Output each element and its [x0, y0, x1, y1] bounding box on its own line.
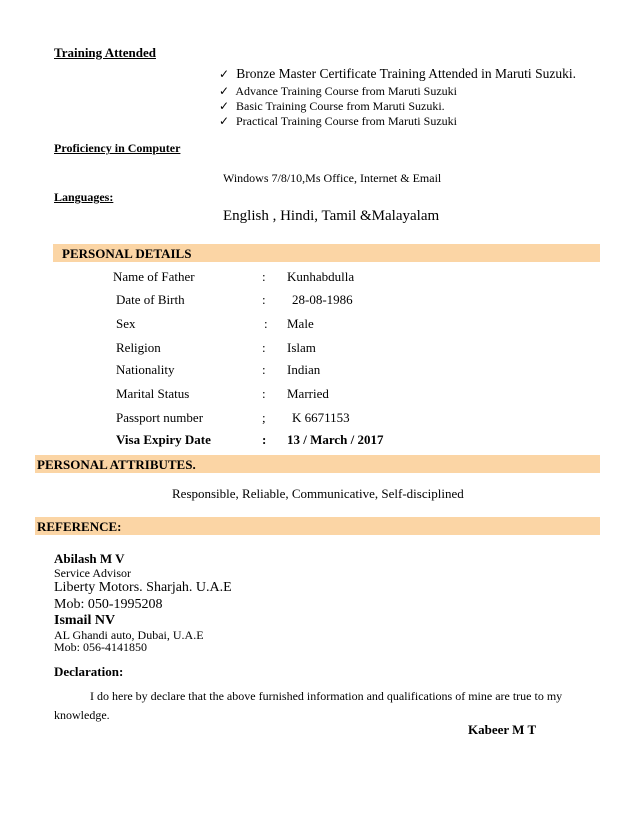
checkmark-icon: ✓ — [219, 114, 230, 128]
detail-sep: : — [262, 432, 267, 447]
training-item — [219, 99, 445, 114]
detail-sep: : — [262, 386, 266, 401]
detail-label: Religion — [116, 340, 161, 355]
computer-heading: Proficiency in Computer — [54, 141, 181, 155]
detail-sep: : — [262, 269, 266, 284]
reference-name: Ismail NV — [54, 613, 116, 628]
reference-mobile: Mob: 056-4141850 — [54, 640, 147, 654]
reference-mobile: Mob: 050-1995208 — [54, 597, 163, 612]
detail-value: K 6671153 — [292, 410, 350, 425]
checkmark-icon: ✓ — [219, 84, 230, 98]
detail-sep: : — [264, 316, 268, 331]
reference-heading: REFERENCE: — [37, 519, 122, 534]
signature-name: Kabeer M T — [468, 722, 537, 737]
detail-value: 13 / March / 2017 — [287, 432, 384, 447]
detail-value: Kunhabdulla — [287, 269, 355, 284]
detail-label: Visa Expiry Date — [116, 432, 211, 447]
training-item-text: Practical Training Course from Maruti Suzuki — [236, 114, 457, 128]
training-item — [219, 84, 457, 99]
detail-sep: : — [262, 362, 266, 377]
detail-label: Name of Father — [113, 269, 195, 284]
languages-text: English , Hindi, Tamil &Malayalam — [223, 208, 440, 224]
declaration-text: knowledge. — [54, 708, 110, 722]
detail-label: Nationality — [116, 362, 175, 377]
detail-value: 28-08-1986 — [292, 292, 353, 307]
detail-label: Marital Status — [116, 386, 190, 401]
training-item — [219, 114, 457, 129]
detail-value: Married — [287, 386, 329, 401]
detail-label: Date of Birth — [116, 292, 185, 307]
detail-sep: : — [262, 292, 266, 307]
detail-label: Sex — [116, 316, 136, 331]
detail-label: Passport number — [116, 410, 204, 425]
training-item-text: Advance Training Course from Maruti Suzuki — [235, 84, 457, 98]
detail-value: Male — [287, 316, 314, 331]
training-item-text: Basic Training Course from Maruti Suzuki. — [236, 99, 445, 113]
training-heading: Training Attended — [54, 45, 156, 60]
checkmark-icon: ✓ — [219, 67, 230, 81]
training-item-text: Bronze Master Certificate Training Attended in Maruti Suzuki. — [236, 66, 576, 81]
reference-title: Service Advisor — [54, 566, 131, 580]
detail-value: Islam — [287, 340, 316, 355]
training-item — [219, 66, 576, 82]
reference-company: Liberty Motors. Sharjah. U.A.E — [54, 580, 232, 595]
checkmark-icon: ✓ — [219, 99, 230, 113]
attributes-text: Responsible, Reliable, Communicative, Self-disciplined — [172, 486, 464, 501]
detail-sep: : — [262, 340, 266, 355]
reference-company: AL Ghandi auto, Dubai, U.A.E — [54, 628, 204, 642]
personal-details-heading: PERSONAL DETAILS — [62, 246, 192, 261]
detail-value: Indian — [287, 362, 321, 377]
languages-heading: Languages: — [54, 190, 114, 204]
declaration-heading: Declaration: — [54, 664, 124, 679]
declaration-text: I do here by declare that the above furnished information and qualifications of mine are true to my — [90, 689, 563, 703]
attributes-heading: PERSONAL ATTRIBUTES. — [37, 457, 196, 472]
reference-name: Abilash M V — [54, 551, 125, 566]
computer-skills: Windows 7/8/10,Ms Office, Internet & Email — [223, 171, 442, 185]
detail-sep: ; — [262, 410, 266, 425]
